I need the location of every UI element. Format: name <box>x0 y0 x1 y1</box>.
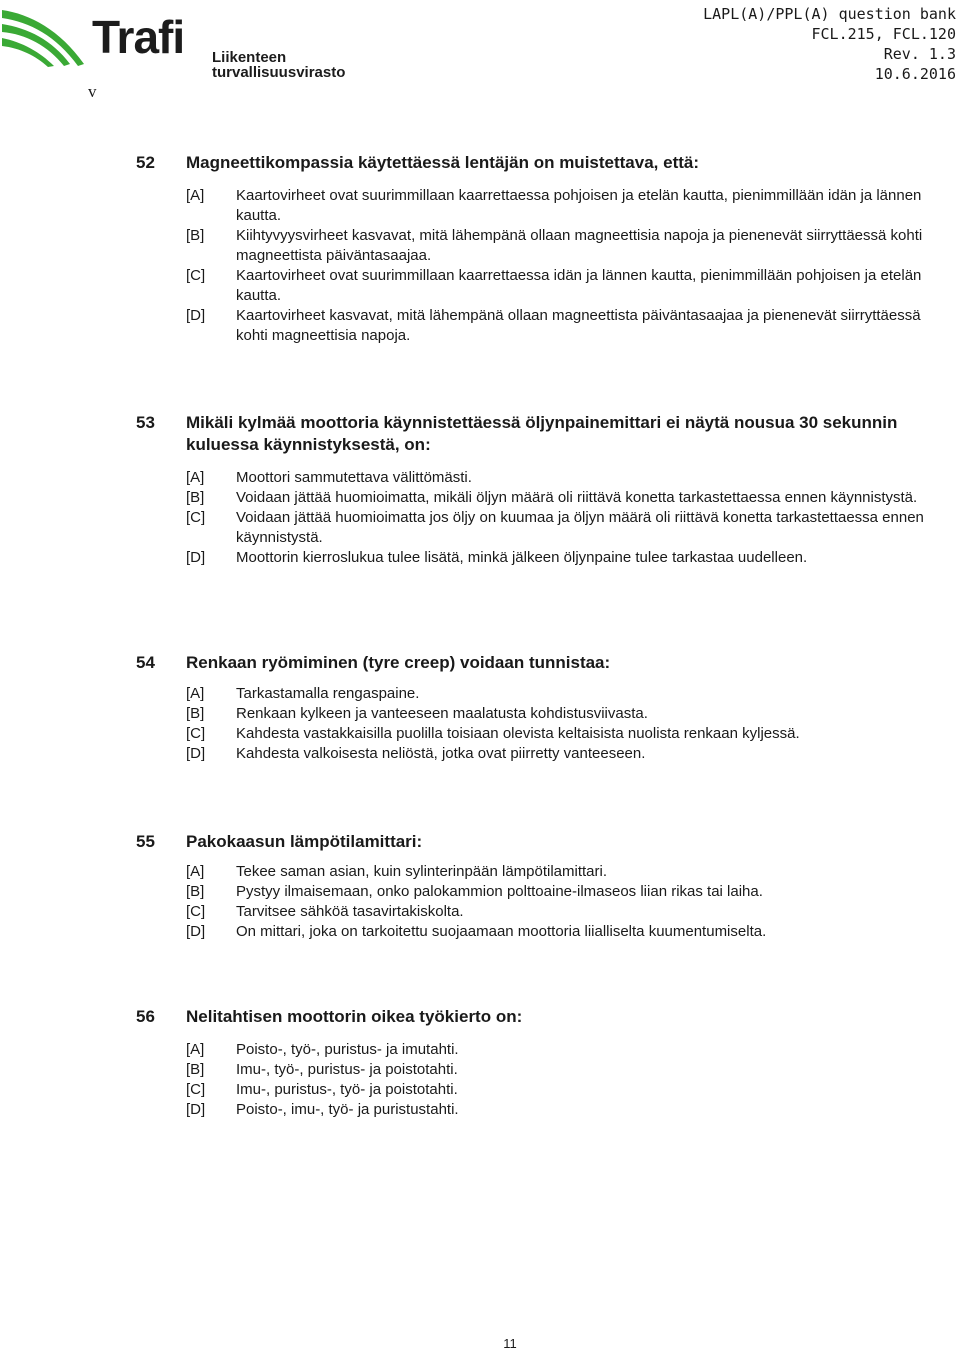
question-text: Magneettikompassia käytettäessä lentäjän on muistettava, että: <box>186 153 700 172</box>
option-text: Renkaan kylkeen ja vanteeseen maalatusta kohdistusviivasta. <box>236 705 648 722</box>
option-label: [A] <box>186 187 205 204</box>
header-line-reference: FCL.215, FCL.120 <box>811 25 956 43</box>
options-53 <box>0 468 960 568</box>
option-text: Tarkastamalla rengaspaine. <box>236 685 420 702</box>
option-label: [D] <box>186 745 206 762</box>
options-54 <box>0 684 960 764</box>
option-d <box>0 1100 960 1120</box>
option-text: Tarvitsee sähköä tasavirtakiskolta. <box>236 903 464 920</box>
option-text: Imu-, työ-, puristus- ja poistotahti. <box>236 1061 458 1078</box>
option-text: Moottorin kierroslukua tulee lisätä, minkä jälkeen öljynpaine tulee tarkastaa uudelleen. <box>236 549 808 566</box>
options-56 <box>0 1040 960 1120</box>
option-label: [A] <box>186 863 205 880</box>
option-c <box>0 902 960 922</box>
option-c <box>0 724 960 744</box>
option-text: Kaartovirheet ovat suurimmillaan kaarrettaessa idän ja lännen kautta, pienimmillään pohjoisen ja etelän kautta. <box>236 267 922 304</box>
options-55 <box>0 862 960 942</box>
header-line-date: 10.6.2016 <box>874 65 956 83</box>
question-number: 56 <box>136 1007 155 1026</box>
option-text: Pystyy ilmaisemaan, onko palokammion polttoaine-ilmaseos liian rikas tai laiha. <box>236 883 763 900</box>
option-label: [B] <box>186 1061 205 1078</box>
option-text: Voidaan jättää huomioimatta, mikäli öljyn määrä oli riittävä konetta tarkastettaessa ennen käynnistystä. <box>236 489 918 506</box>
question-text: Mikäli kylmää moottoria käynnistettäessä öljynpainemittari ei näytä nousua 30 sekunnin kuluessa käynnistyksestä, on: <box>186 413 898 454</box>
option-text: Kaartovirheet ovat suurimmillaan kaarrettaessa pohjoisen ja etelän kautta, pienimmillään idän ja lännen kautta. <box>236 187 922 224</box>
option-text: Voidaan jättää huomioimatta jos öljy on kuumaa ja öljyn määrä oli riittävä konetta tarkastettaessa ennen käynnistystä. <box>236 509 924 546</box>
option-label: [B] <box>186 883 205 900</box>
option-label: [C] <box>186 903 206 920</box>
logo-subtitle: Liikenteen turvallisuusvirasto <box>212 49 346 81</box>
question-number: 55 <box>136 832 155 851</box>
header-line-title: LAPL(A)/PPL(A) question bank <box>703 5 956 23</box>
option-d <box>0 922 960 942</box>
question-number: 53 <box>136 413 155 432</box>
option-text: Tekee saman asian, kuin sylinterinpään lämpötilamittari. <box>236 863 608 880</box>
option-label: [A] <box>186 685 205 702</box>
option-b <box>0 704 960 724</box>
option-a <box>0 1040 960 1060</box>
option-label: [B] <box>186 705 205 722</box>
option-a <box>0 468 960 488</box>
option-label: [D] <box>186 923 206 940</box>
option-text: Kahdesta valkoisesta neliöstä, jotka ovat piirretty vanteeseen. <box>236 745 646 762</box>
question-text: Nelitahtisen moottorin oikea työkierto on: <box>186 1007 523 1026</box>
header-line-revision: Rev. 1.3 <box>883 45 956 63</box>
option-label: [D] <box>186 1101 206 1118</box>
option-label: [A] <box>186 469 205 486</box>
option-label: [A] <box>186 1041 205 1058</box>
question-text: Pakokaasun lämpötilamittari: <box>186 832 423 851</box>
header-mark: v <box>88 82 97 101</box>
document-header-info <box>703 4 956 84</box>
option-c <box>0 266 960 306</box>
option-text: Kaartovirheet kasvavat, mitä lähempänä ollaan magneettista päiväntasaajaa ja pienenevät siirryttäessä kohti magneettisia napoja. <box>236 307 921 344</box>
option-d <box>0 306 960 346</box>
option-d <box>0 548 960 568</box>
option-a <box>0 186 960 226</box>
option-d <box>0 744 960 764</box>
page-number: 11 <box>503 1336 517 1351</box>
question-number: 54 <box>136 653 155 672</box>
option-text: Poisto-, imu-, työ- ja puristustahti. <box>236 1101 459 1118</box>
option-c <box>0 508 960 548</box>
question-number: 52 <box>136 153 155 172</box>
question-text: Renkaan ryömiminen (tyre creep) voidaan tunnistaa: <box>186 653 611 672</box>
option-label: [C] <box>186 725 206 742</box>
option-b <box>0 882 960 902</box>
trafi-logo <box>0 0 420 80</box>
option-a <box>0 862 960 882</box>
options-52 <box>0 186 960 346</box>
logo-name: Trafi <box>92 11 185 63</box>
option-b <box>0 488 960 508</box>
option-text: Poisto-, työ-, puristus- ja imutahti. <box>236 1041 459 1058</box>
option-text: Kiihtyvyysvirheet kasvavat, mitä lähempänä ollaan magneettisia napoja ja pienenevät siirryttäessä kohti magneettista päiväntasaajaa. <box>236 227 923 264</box>
option-label: [C] <box>186 1081 206 1098</box>
option-label: [D] <box>186 549 206 566</box>
option-label: [C] <box>186 509 206 526</box>
option-text: Kahdesta vastakkaisilla puolilla toisiaan olevista keltaisista nuolista renkaan kyljessä. <box>236 725 800 742</box>
trafi-swoosh-icon <box>0 4 90 68</box>
option-label: [B] <box>186 489 205 506</box>
option-c <box>0 1080 960 1100</box>
option-b <box>0 1060 960 1080</box>
option-a <box>0 684 960 704</box>
option-b <box>0 226 960 266</box>
option-text: Imu-, puristus-, työ- ja poistotahti. <box>236 1081 458 1098</box>
option-label: [D] <box>186 307 206 324</box>
option-label: [B] <box>186 227 205 244</box>
option-text: On mittari, joka on tarkoitettu suojaamaan moottoria liialliselta kuumentumiselta. <box>236 923 767 940</box>
option-label: [C] <box>186 267 206 284</box>
option-text: Moottori sammutettava välittömästi. <box>236 469 472 486</box>
